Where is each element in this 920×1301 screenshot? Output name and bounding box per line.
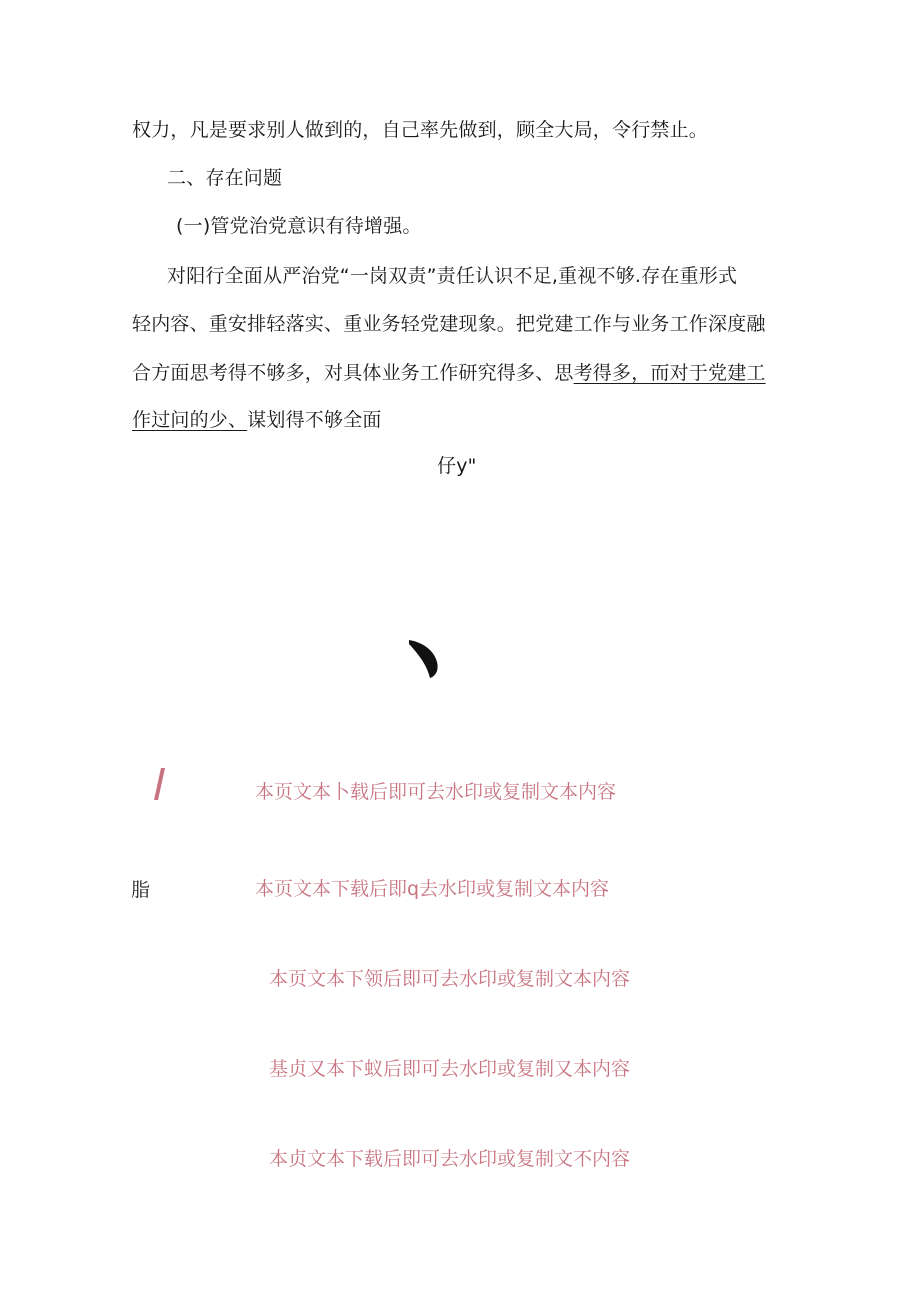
section-heading: 二、存在问题 [167,167,283,189]
stray-text: 仔y" [437,455,477,477]
watermark-line-4: 基贞又本下蚁后即可去水印或复制又本内容 [269,1058,631,1080]
body-line-4 [132,361,766,385]
body-line-2: 对阳行全面从严治党“一岗双责”责任认识不足,重视不够.存在重形式 [167,265,738,287]
watermark-line-5: 本贞文本下载后即可去水印或复制文不内容 [269,1148,631,1170]
margin-char: 脂 [131,879,151,901]
watermark-line-3: 本页文本下领后即可去水印或复制文本内容 [269,968,631,990]
watermark-line-2: 本页文本下载后即q去水印或复制文本内容 [255,878,610,900]
body-line-4-underlined: 考得多，而对于党建工 [573,362,766,384]
body-line-3: 轻内容、重安排轻落实、重业务轻党建现象。把党建工作与业务工作深度融 [132,313,766,335]
body-line-1: 权力，凡是要求别人做到的，自己率先做到，顾全大局，令行禁止。 [132,119,709,141]
body-line-5 [132,408,382,432]
watermark-line-1: 本页文本卜载后即可去水印或复制文本内容 [255,781,617,803]
body-line-4-plain: 合方面思考得不够多，对具体业务工作研究得多、思 [132,362,574,384]
curve-mark-icon [404,636,444,680]
body-line-5-plain: 谋划得不够全面 [247,409,382,431]
body-line-5-underlined: 作过问的少、 [132,409,248,431]
slash-mark-icon [150,766,168,802]
subsection-heading: (一)管党治党意识有待增强。 [176,215,422,237]
